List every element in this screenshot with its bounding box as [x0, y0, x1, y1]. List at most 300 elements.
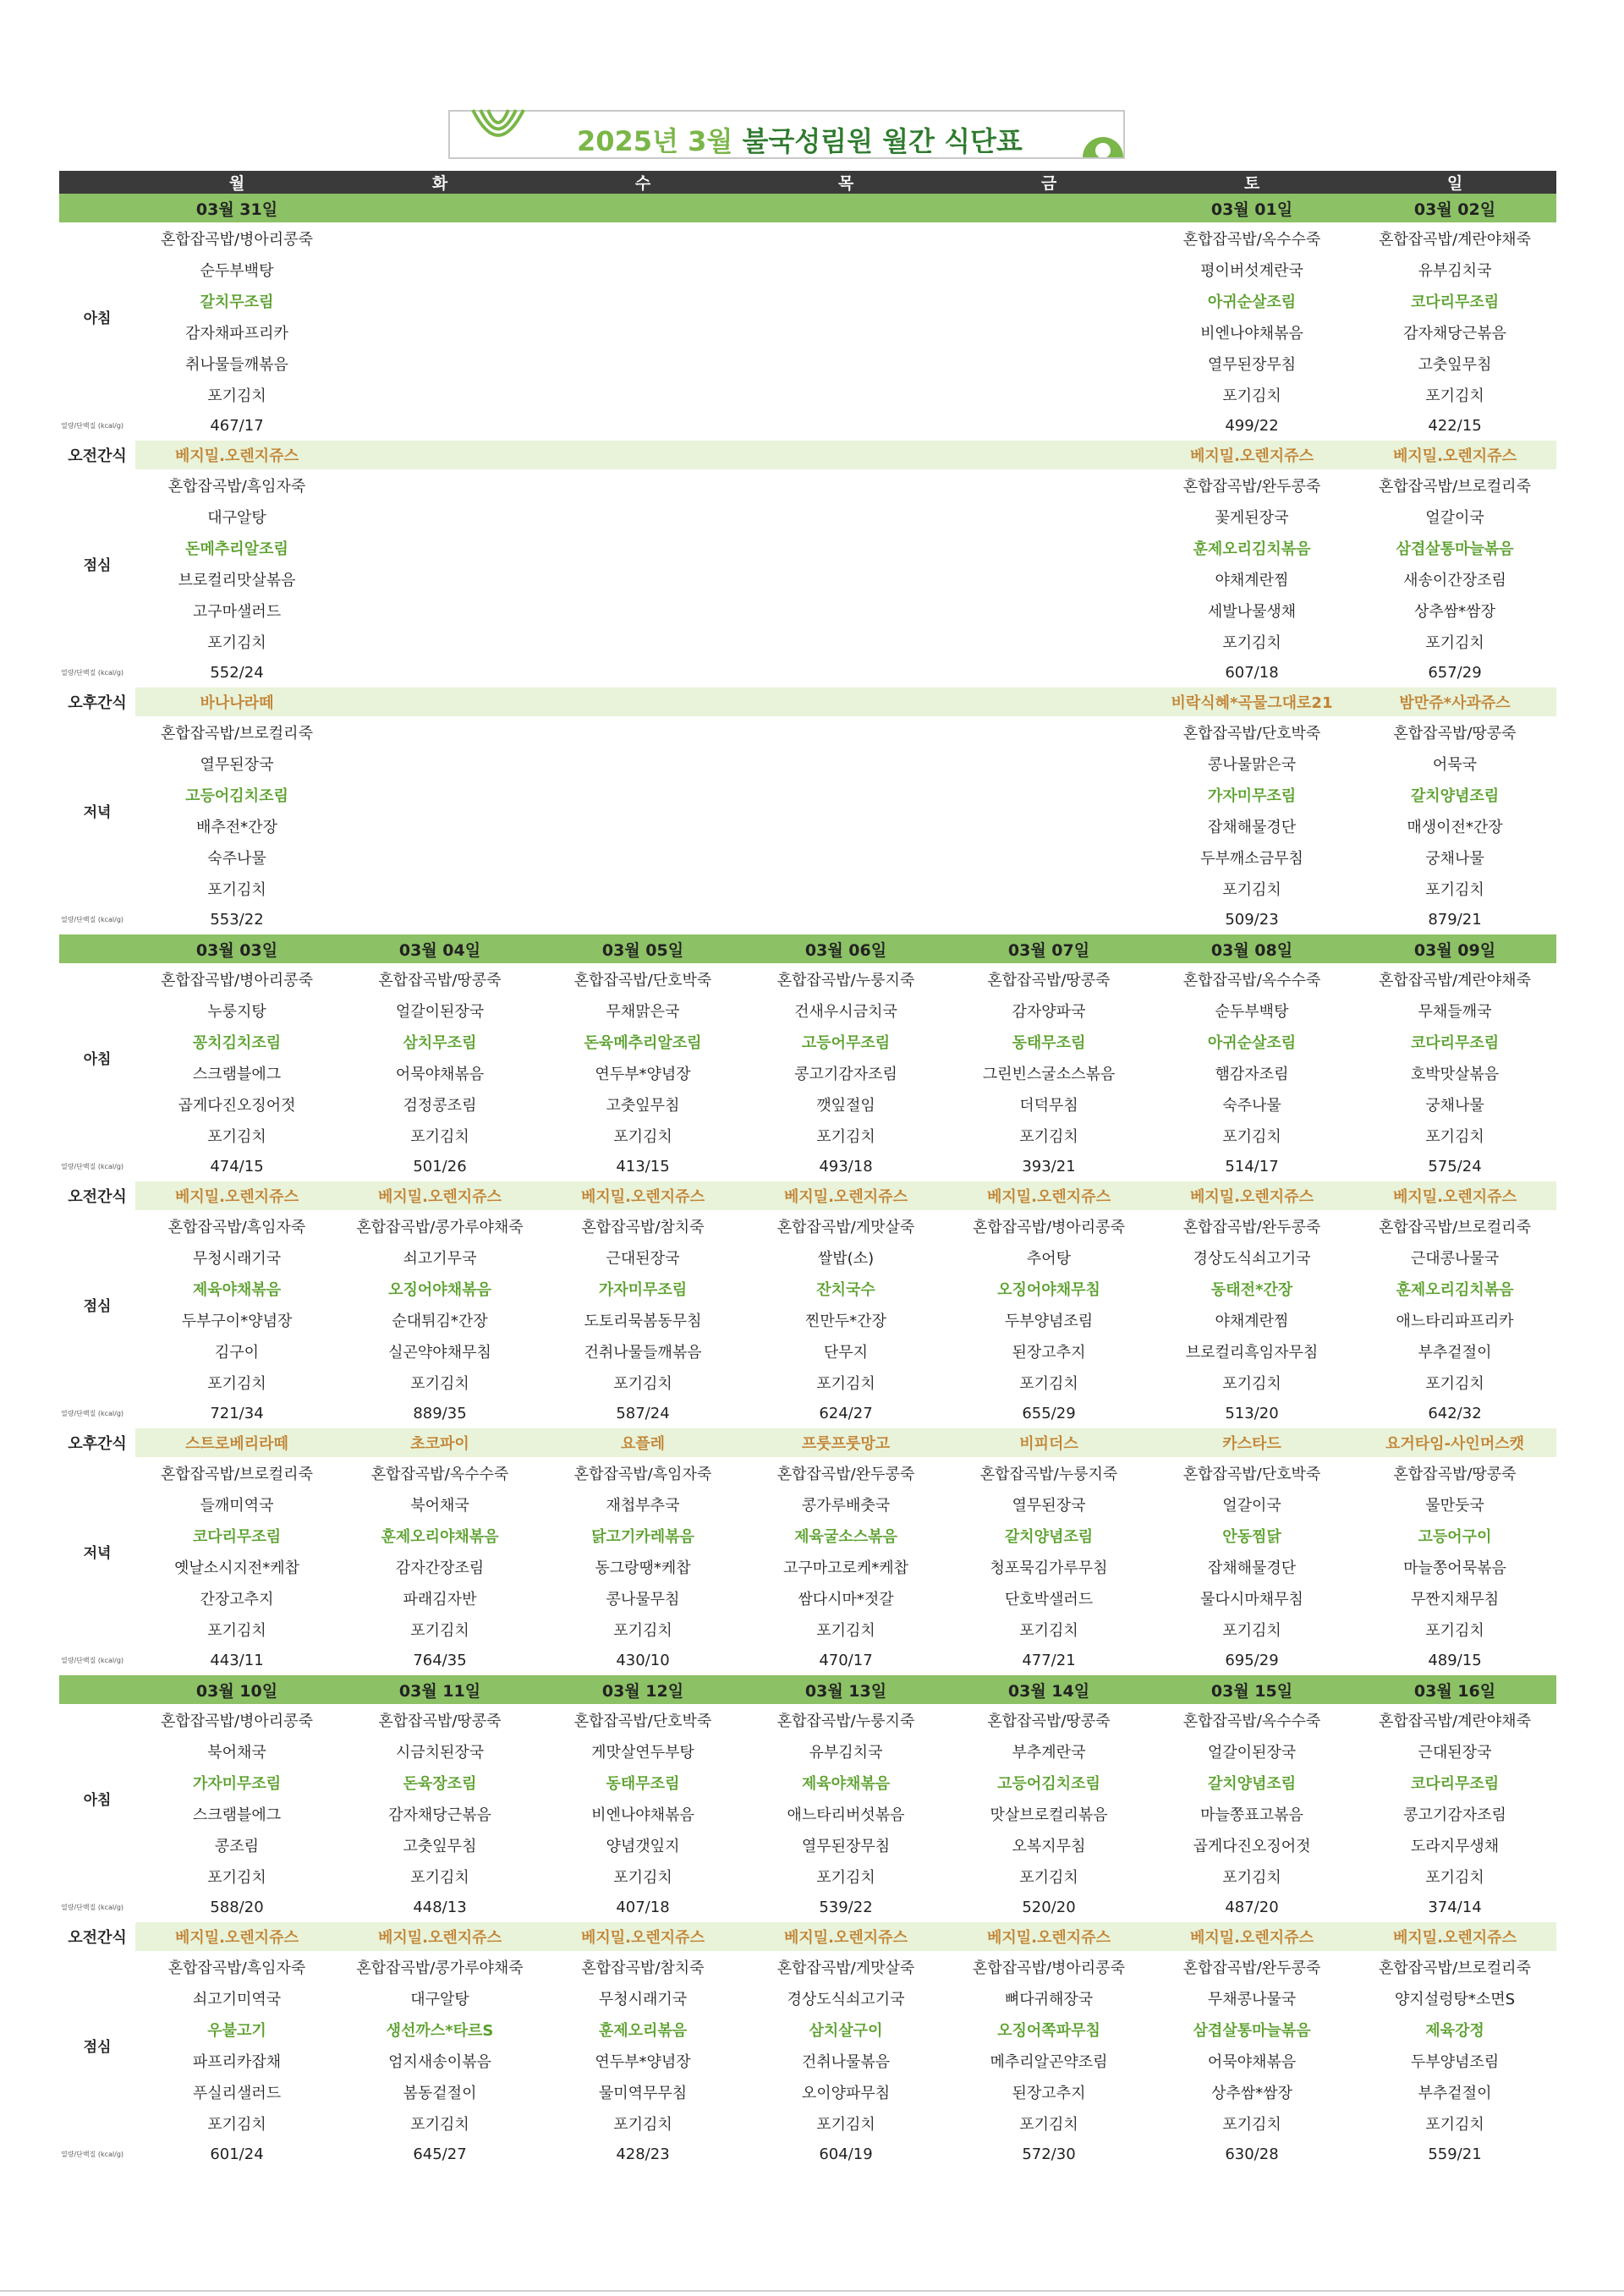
menu-item: 혼합잡곡밥/누룽지죽: [776, 1712, 915, 1730]
menu-item: 혼합잡곡밥/병아리콩죽: [973, 1959, 1125, 1977]
date-corner: [59, 1675, 135, 1704]
meal-row: [59, 1582, 1556, 1614]
menu-item: 포기김치: [816, 2115, 875, 2134]
date-cell: 03월 04일: [338, 934, 541, 963]
menu-item: [744, 779, 947, 810]
snack-label: 오전간식: [59, 1181, 135, 1210]
menu-item: 안동찜닭: [1222, 1527, 1281, 1546]
snack-item: [338, 688, 541, 716]
menu-item: 혼합잡곡밥/땅콩죽: [1393, 724, 1517, 743]
kcal-row: [59, 1645, 1556, 1675]
menu-item: [744, 222, 947, 254]
menu-item: [541, 532, 744, 563]
menu-item: 봄동겉절이: [403, 2084, 477, 2102]
kcal-value: 520/20: [1022, 1898, 1076, 1916]
menu-item: 배추전*간장: [196, 818, 277, 836]
menu-item: 혼합잡곡밥/완두콩죽: [776, 1465, 915, 1483]
menu-item: 무짠지채무침: [1410, 1590, 1500, 1608]
page-title: [577, 120, 1023, 159]
snack-item: 베지밀.오렌지쥬스: [338, 1181, 541, 1210]
menu-item: 고구마고로케*케찹: [782, 1559, 909, 1577]
menu-item: 혼합잡곡밥/병아리콩죽: [161, 1712, 313, 1730]
menu-item: [541, 222, 744, 254]
menu-item: 포기김치: [1222, 1868, 1281, 1887]
kcal-value: 493/18: [819, 1157, 873, 1175]
menu-item: [541, 563, 744, 595]
menu-item: 혼합잡곡밥/흑임자죽: [167, 1218, 306, 1236]
title-year: 2025년 3월: [577, 125, 733, 157]
snack-item: 베지밀.오렌지쥬스: [338, 1922, 541, 1951]
kcal-value: [744, 410, 947, 441]
date-cell: 03월 09일: [1353, 934, 1556, 963]
date-cell: 03월 13일: [744, 1675, 947, 1704]
menu-item: [338, 469, 541, 501]
menu-item: [541, 873, 744, 904]
date-corner: [59, 934, 135, 963]
snack-item: 베지밀.오렌지쥬스: [541, 1922, 744, 1951]
menu-item: 삼치무조림: [403, 1033, 477, 1052]
menu-item: 혼합잡곡밥/브로컬리죽: [161, 724, 313, 743]
menu-item: 포기김치: [207, 880, 266, 899]
menu-item: 혼합잡곡밥/땅콩죽: [987, 1712, 1111, 1730]
menu-item: [947, 841, 1150, 873]
menu-item: 쌀밥(소): [817, 1249, 875, 1268]
menu-item: 포기김치: [410, 1621, 469, 1640]
menu-item: [541, 841, 744, 873]
menu-item: 마늘쫑표고볶음: [1200, 1806, 1303, 1824]
menu-item: 들깨미역국: [200, 1496, 274, 1515]
menu-item: 닭고기카레볶음: [591, 1527, 694, 1546]
kcal-value: 695/29: [1225, 1651, 1279, 1669]
kcal-row: [59, 1398, 1556, 1428]
menu-item: 고등어구이: [1418, 1527, 1492, 1546]
menu-item: 포기김치: [1425, 1868, 1484, 1887]
meal-row: [59, 2014, 1556, 2045]
date-cell: 03월 16일: [1353, 1675, 1556, 1704]
menu-item: 쌈다시마*젓갈: [798, 1590, 894, 1608]
menu-item: 혼합잡곡밥/누룽지죽: [979, 1465, 1118, 1483]
menu-item: 스크램블에그: [192, 1806, 282, 1824]
menu-item: 궁채나물: [1425, 1096, 1484, 1115]
menu-item: 가자미무조림: [1207, 786, 1297, 805]
menu-item: [541, 716, 744, 748]
menu-item: [947, 532, 1150, 563]
meal-row: [59, 1798, 1556, 1829]
menu-item: [541, 626, 744, 657]
menu-item: 콩나물맑은국: [1207, 755, 1297, 774]
menu-item: 제육강정: [1425, 2021, 1484, 2040]
menu-item: [947, 595, 1150, 626]
menu-item: 가자미무조림: [192, 1774, 282, 1793]
menu-item: 오징어야채볶음: [388, 1280, 491, 1299]
menu-item: [338, 779, 541, 810]
menu-item: 부추겉절이: [1418, 1343, 1492, 1362]
menu-item: 물만둣국: [1425, 1496, 1484, 1515]
kcal-value: 645/27: [413, 2145, 467, 2163]
menu-item: [338, 222, 541, 254]
menu-item: [744, 563, 947, 595]
snack-label: 오후간식: [59, 688, 135, 716]
menu-item: 감자채파프리카: [185, 324, 288, 342]
snack-item: [744, 441, 947, 469]
kcal-label: 열량/단백질 (kcal/g): [61, 421, 124, 430]
snack-item: [947, 688, 1150, 716]
meal-label: 점심: [83, 1297, 112, 1315]
menu-item: 혼합잡곡밥/콩가루야채죽: [356, 1218, 524, 1236]
menu-item: 실곤약야채무침: [388, 1343, 491, 1362]
menu-item: 야채계란찜: [1215, 1312, 1289, 1330]
menu-item: 갈치무조림: [200, 293, 274, 311]
kcal-row: [59, 1892, 1556, 1922]
menu-item: 혼합잡곡밥/계란야채죽: [1379, 230, 1531, 249]
snack-item: 바나나라떼: [135, 688, 338, 716]
date-cell: 03월 14일: [947, 1675, 1150, 1704]
menu-item: 순두부백탕: [200, 261, 274, 280]
menu-item: 숙주나물: [207, 849, 266, 868]
menu-item: 북어채국: [207, 1743, 266, 1762]
date-cell: 03월 06일: [744, 934, 947, 963]
menu-item: 브로컬리맛살볶음: [178, 571, 296, 589]
title-rest: 불국성림원 월간 식단표: [732, 125, 1023, 157]
snack-item: 베지밀.오렌지쥬스: [135, 1922, 338, 1951]
menu-item: 포기김치: [410, 1374, 469, 1393]
day-header: 수: [541, 171, 744, 194]
kcal-value: 430/10: [616, 1651, 670, 1669]
meal-row: [59, 1488, 1556, 1520]
menu-item: 혼합잡곡밥/흑임자죽: [167, 1959, 306, 1977]
menu-item: [338, 285, 541, 316]
kcal-value: [541, 904, 744, 934]
menu-item: 가자미무조림: [598, 1280, 688, 1299]
kcal-value: 764/35: [413, 1651, 467, 1669]
menu-item: 삼치살구이: [809, 2021, 883, 2040]
menu-item: 무채콩나물국: [1207, 1990, 1297, 2008]
meal-row: [59, 1829, 1556, 1860]
menu-item: 혼합잡곡밥/참치죽: [581, 1218, 705, 1236]
kcal-value: 553/22: [210, 910, 264, 929]
kcal-value: 514/17: [1225, 1157, 1279, 1175]
meal-row: [59, 1057, 1556, 1088]
meal-row: [59, 1457, 1556, 1488]
menu-item: 동태무조림: [1012, 1033, 1086, 1052]
meal-label: 저녁: [83, 1544, 112, 1562]
snack-item: 비피더스: [947, 1428, 1150, 1457]
menu-item: [947, 810, 1150, 841]
menu-item: 콩조림: [214, 1837, 260, 1855]
menu-item: 삼겹살통마늘볶음: [1396, 540, 1514, 558]
day-header: 일: [1353, 171, 1556, 194]
menu-item: 고춧잎무침: [403, 1837, 477, 1855]
snack-item: 베지밀.오렌지쥬스: [744, 1922, 947, 1951]
menu-item: 꽃게된장국: [1215, 508, 1289, 527]
menu-item: [744, 532, 947, 563]
kcal-label: 열량/단백질 (kcal/g): [61, 668, 124, 677]
menu-item: 브로컬리흑임자무침: [1185, 1343, 1319, 1362]
kcal-value: [338, 657, 541, 688]
snack-item: [947, 441, 1150, 469]
menu-item: 찐만두*간장: [805, 1312, 886, 1330]
menu-item: 혼합잡곡밥/완두콩죽: [1182, 477, 1321, 496]
kcal-value: [744, 657, 947, 688]
kcal-value: 879/21: [1428, 910, 1482, 929]
meal-label: 아침: [83, 310, 112, 327]
day-header: 토: [1150, 171, 1353, 194]
menu-item: 코다리무조림: [1410, 293, 1500, 311]
kcal-value: [541, 410, 744, 441]
menu-item: 꽁치김치조림: [192, 1033, 282, 1052]
snack-item: [338, 441, 541, 469]
menu-item: 포기김치: [613, 1868, 672, 1887]
menu-item: 무청시래기국: [192, 1249, 282, 1268]
menu-item: 건취나물들깨볶음: [584, 1343, 702, 1362]
menu-item: 포기김치: [1222, 2115, 1281, 2134]
menu-item: 어묵야채볶음: [395, 1065, 485, 1083]
menu-item: 포기김치: [613, 1127, 672, 1146]
menu-item: 상추쌈*쌈장: [1211, 2084, 1292, 2102]
meal-row: [59, 532, 1556, 563]
bottom-divider: [0, 2290, 1624, 2292]
kcal-value: 448/13: [413, 1898, 467, 1916]
snack-item: 밤만쥬*사과쥬스: [1353, 688, 1556, 716]
menu-item: 감자양파국: [1012, 1002, 1086, 1021]
kcal-value: 624/27: [819, 1404, 873, 1422]
kcal-value: 393/21: [1022, 1157, 1076, 1175]
menu-item: 대구알탕: [207, 508, 266, 527]
menu-item: [947, 469, 1150, 501]
menu-item: 푸실리샐러드: [192, 2084, 282, 2102]
menu-item: 무청시래기국: [598, 1990, 688, 2008]
menu-item: 갈치양념조림: [1207, 1774, 1297, 1793]
menu-item: 오징어야채무침: [997, 1280, 1100, 1299]
meal-row: [59, 2107, 1556, 2139]
menu-item: 건취나물볶음: [801, 2052, 891, 2071]
menu-item: [744, 316, 947, 348]
snack-item: 요플레: [541, 1428, 744, 1457]
menu-item: 단호박샐러드: [1004, 1590, 1094, 1608]
kcal-value: 601/24: [210, 2145, 264, 2163]
kcal-value: 539/22: [819, 1898, 873, 1916]
date-cell: 03월 07일: [947, 934, 1150, 963]
menu-item: 양념갯잎지: [606, 1837, 680, 1855]
menu-item: 상추쌈*쌈장: [1414, 602, 1495, 621]
kcal-value: 413/15: [616, 1157, 670, 1175]
menu-item: 혼합잡곡밥/브로컬리죽: [1379, 477, 1531, 496]
menu-item: 포기김치: [1019, 1374, 1078, 1393]
menu-item: [338, 316, 541, 348]
menu-item: [744, 379, 947, 410]
kcal-value: [947, 410, 1150, 441]
kcal-value: 655/29: [1022, 1404, 1076, 1422]
menu-item: 포기김치: [1222, 1127, 1281, 1146]
date-cell: 03월 31일: [135, 194, 338, 222]
menu-item: 혼합잡곡밥/옥수수죽: [1182, 1712, 1321, 1730]
menu-item: 포기김치: [1222, 1621, 1281, 1640]
snack-item: [541, 441, 744, 469]
kcal-value: 588/20: [210, 1898, 264, 1916]
menu-item: [947, 748, 1150, 779]
menu-item: 세발나물생채: [1207, 602, 1297, 621]
menu-item: 콩고기감자조림: [794, 1065, 897, 1083]
snack-item: 베지밀.오렌지쥬스: [1353, 1922, 1556, 1951]
menu-item: [541, 316, 744, 348]
kcal-value: 487/20: [1225, 1898, 1279, 1916]
menu-item: 혼합잡곡밥/계란야채죽: [1379, 971, 1531, 989]
menu-item: 오징어쪽파무침: [997, 2021, 1100, 2040]
menu-item: 파프리카잡채: [192, 2052, 282, 2071]
menu-item: 포기김치: [1019, 1621, 1078, 1640]
date-cell: [338, 194, 541, 222]
title-box: [448, 110, 1125, 159]
menu-item: 혼합잡곡밥/완두콩죽: [1182, 1218, 1321, 1236]
menu-item: 누룽지탕: [207, 1002, 266, 1021]
date-cell: 03월 11일: [338, 1675, 541, 1704]
menu-item: 혼합잡곡밥/땅콩죽: [987, 971, 1111, 989]
snack-item: 비락식혜*곡물그대로21: [1150, 688, 1353, 716]
menu-item: 열무된장국: [1012, 1496, 1086, 1515]
kcal-value: 587/24: [616, 1404, 670, 1422]
meal-label: 아침: [83, 1791, 112, 1809]
meal-row: [59, 1767, 1556, 1798]
menu-item: 무채맑은국: [606, 1002, 680, 1021]
menu-item: 우불고기: [207, 2021, 266, 2040]
kcal-label: 열량/단백질 (kcal/g): [61, 1409, 124, 1417]
menu-item: 새송이간장조림: [1403, 571, 1506, 589]
menu-item: 어묵국: [1432, 755, 1478, 774]
meal-row: [59, 1241, 1556, 1273]
menu-item: [947, 222, 1150, 254]
menu-item: [947, 379, 1150, 410]
meal-row: [59, 379, 1556, 410]
meal-row: [59, 1335, 1556, 1367]
date-cell: [541, 194, 744, 222]
menu-item: 동태전*간장: [1210, 1280, 1293, 1299]
menu-item: [338, 254, 541, 285]
menu-item: 연두부*양념장: [595, 2052, 691, 2071]
menu-item: 얼갈이국: [1425, 508, 1484, 527]
menu-item: [744, 285, 947, 316]
menu-item: 물다시마채무침: [1200, 1590, 1303, 1608]
menu-item: [744, 873, 947, 904]
menu-item: 김구이: [214, 1343, 260, 1362]
menu-item: [744, 501, 947, 532]
menu-item: 훈제오리야채볶음: [381, 1527, 499, 1546]
menu-item: 포기김치: [613, 2115, 672, 2134]
menu-item: 포기김치: [1019, 1127, 1078, 1146]
menu-item: 혼합잡곡밥/게맛살죽: [776, 1218, 915, 1236]
menu-item: 혼합잡곡밥/흑임자죽: [573, 1465, 712, 1483]
meal-row: [59, 1614, 1556, 1645]
kcal-value: 607/18: [1225, 663, 1279, 682]
snack-row: [59, 1428, 1556, 1457]
snack-item: 베지밀.오렌지쥬스: [135, 441, 338, 469]
menu-item: 감자채당근볶음: [388, 1806, 491, 1824]
snack-row: [59, 1181, 1556, 1210]
menu-item: 순두부백탕: [1215, 1002, 1289, 1021]
snack-label: 오후간식: [59, 1428, 135, 1457]
menu-item: 쇠고기무국: [403, 1249, 477, 1268]
kcal-row: [59, 904, 1556, 934]
day-header: 목: [744, 171, 947, 194]
kcal-value: 428/23: [616, 2145, 670, 2163]
menu-item: [541, 810, 744, 841]
kcal-value: [947, 904, 1150, 934]
menu-item: [338, 501, 541, 532]
date-cell: 03월 01일: [1150, 194, 1353, 222]
meal-row: [59, 626, 1556, 657]
menu-item: [541, 348, 744, 379]
menu-item: 대구알탕: [410, 1990, 469, 2008]
menu-item: [744, 716, 947, 748]
menu-item: 포기김치: [1222, 1374, 1281, 1393]
kcal-value: 721/34: [210, 1404, 264, 1422]
menu-item: 코다리무조림: [192, 1527, 282, 1546]
kcal-label: 열량/단백질 (kcal/g): [61, 1903, 124, 1911]
menu-table: [59, 171, 1556, 2169]
menu-item: 혼합잡곡밥/옥수수죽: [1182, 971, 1321, 989]
meal-row: [59, 595, 1556, 626]
menu-item: [338, 348, 541, 379]
menu-item: 경상도식쇠고기국: [1193, 1249, 1311, 1268]
menu-item: 취나물들깨볶음: [185, 355, 288, 374]
menu-item: 맛살브로컬리볶음: [990, 1806, 1108, 1824]
menu-item: 도라지무생채: [1410, 1837, 1500, 1855]
menu-item: 포기김치: [1222, 633, 1281, 652]
meal-row: [59, 1520, 1556, 1551]
menu-item: 포기김치: [816, 1868, 875, 1887]
menu-item: 포기김치: [816, 1621, 875, 1640]
menu-item: [947, 626, 1150, 657]
menu-item: 혼합잡곡밥/완두콩죽: [1182, 1959, 1321, 1977]
kcal-label: 열량/단백질 (kcal/g): [61, 2150, 124, 2158]
menu-item: [541, 779, 744, 810]
menu-item: 혼합잡곡밥/단호박죽: [573, 971, 712, 989]
kcal-label: 열량/단백질 (kcal/g): [61, 915, 124, 923]
menu-item: 혼합잡곡밥/계란야채죽: [1379, 1712, 1531, 1730]
menu-item: 포기김치: [410, 1127, 469, 1146]
menu-item: 곱게다진오징어젓: [1193, 1837, 1311, 1855]
menu-item: 게맛살연두부탕: [591, 1743, 694, 1762]
menu-item: 오복지무침: [1012, 1837, 1086, 1855]
menu-item: 곱게다진오징어젓: [178, 1096, 296, 1115]
menu-item: 비엔나야채볶음: [591, 1806, 694, 1824]
menu-item: [744, 348, 947, 379]
menu-item: 부추겉절이: [1418, 2084, 1492, 2102]
kcal-value: 657/29: [1428, 663, 1482, 682]
kcal-row: [59, 410, 1556, 441]
menu-item: 제육야채볶음: [192, 1280, 282, 1299]
date-row: [59, 1675, 1556, 1704]
meal-row: [59, 563, 1556, 595]
menu-item: 호박맛살볶음: [1410, 1065, 1500, 1083]
menu-item: 혼합잡곡밥/누룽지죽: [776, 971, 915, 989]
date-cell: [947, 194, 1150, 222]
meal-row: [59, 1735, 1556, 1767]
menu-item: 포기김치: [207, 386, 266, 405]
meal-row: [59, 348, 1556, 379]
snack-row: [59, 441, 1556, 469]
menu-item: 포기김치: [1425, 1374, 1484, 1393]
menu-item: 두부양념조림: [1004, 1312, 1094, 1330]
snack-item: 베지밀.오렌지쥬스: [1150, 1181, 1353, 1210]
meal-row: [59, 1704, 1556, 1735]
kcal-value: 443/11: [210, 1651, 264, 1669]
menu-item: [338, 873, 541, 904]
kcal-value: 422/15: [1428, 416, 1482, 435]
meal-label: 점심: [83, 2038, 112, 2056]
snack-item: 베지밀.오렌지쥬스: [1150, 441, 1353, 469]
kcal-value: 501/26: [413, 1157, 467, 1175]
meal-row: [59, 841, 1556, 873]
